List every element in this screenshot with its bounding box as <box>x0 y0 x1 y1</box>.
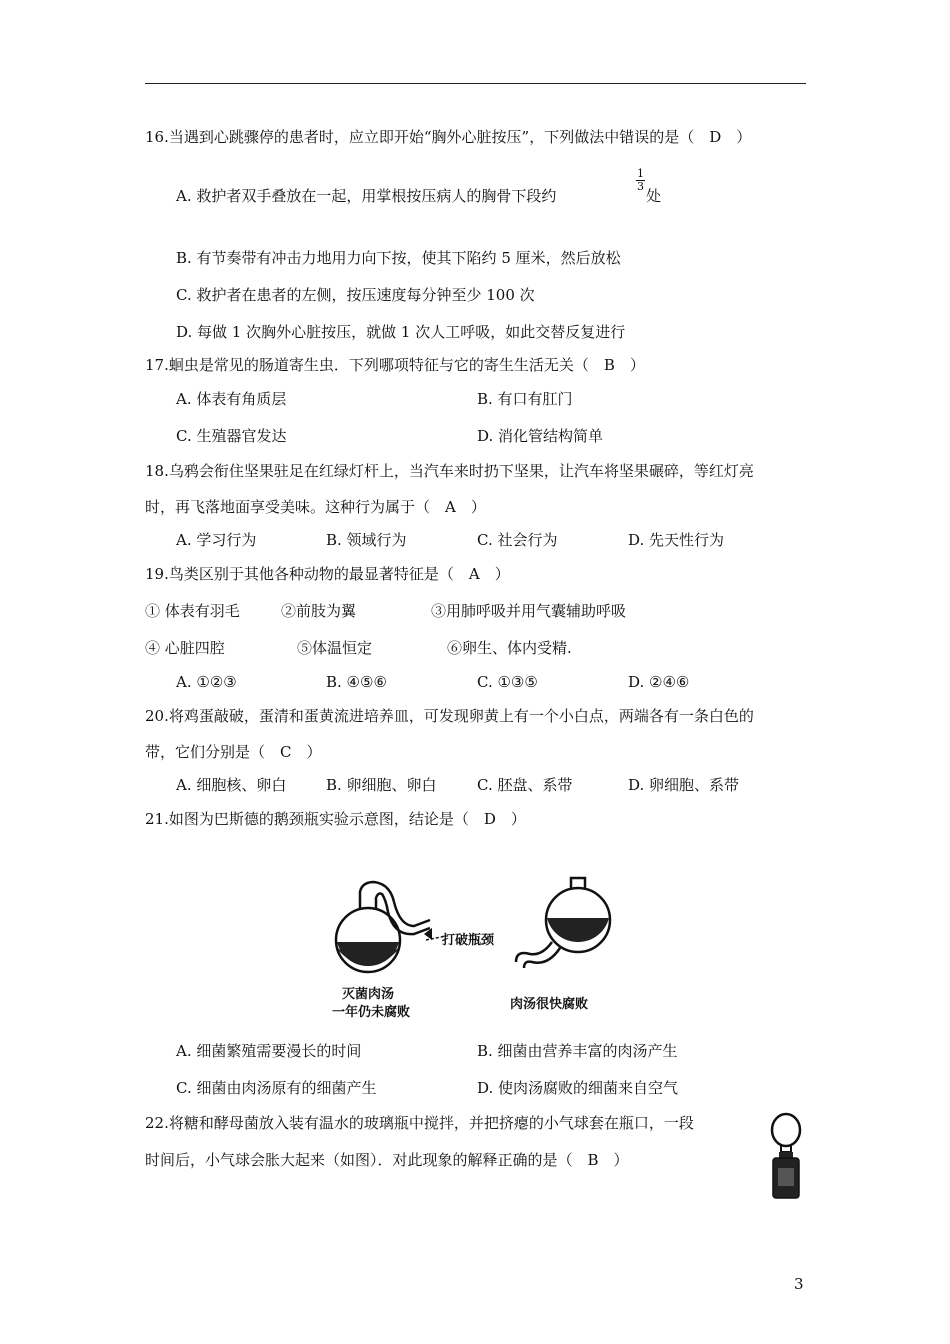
q18-option-a: A. 学习行为 <box>176 531 257 549</box>
q19-option-d: D. ②④⑥ <box>628 673 690 691</box>
q22-stem-line2: 时间后，小气球会胀大起来（如图）．对此现象的解释正确的是（ B ） <box>145 1151 629 1169</box>
q16-option-a <box>176 186 556 206</box>
header-rule <box>145 83 806 84</box>
q16-option-a-suffix: 处 <box>646 187 662 205</box>
fraction-denominator: 3 <box>637 180 644 193</box>
swan-neck-flask-figure <box>320 870 640 1030</box>
balloon-icon <box>772 1114 800 1152</box>
balloon-bottle-figure <box>766 1110 806 1202</box>
fig-left-label-1: 灭菌肉汤 <box>342 987 395 1002</box>
q21-option-d: D. 使肉汤腐败的细菌来自空气 <box>477 1079 679 1097</box>
q19-option-a: A. ①②③ <box>176 673 237 691</box>
q16-option-b: B. 有节奏带有冲击力地用力向下按，使其下陷约 5 厘米，然后放松 <box>176 249 621 267</box>
q21-option-c: C. 细菌由肉汤原有的细菌产生 <box>176 1079 377 1097</box>
q16-option-a-text: A. 救护者双手叠放在一起，用掌根按压病人的胸骨下段约 <box>176 187 557 205</box>
right-flask-icon <box>516 878 610 968</box>
q16-option-c: C. 救护者在患者的左侧，按压速度每分钟至少 100 次 <box>176 286 535 304</box>
q21-option-a: A. 细菌繁殖需要漫长的时间 <box>176 1042 362 1060</box>
q19-statement-5: ⑤体温恒定 <box>297 639 373 657</box>
q20-option-c: C. 胚盘、系带 <box>477 776 573 794</box>
q20-option-b: B. 卵细胞、卵白 <box>326 776 437 794</box>
q19-statement-1: ① 体表有羽毛 <box>145 602 240 620</box>
q20-option-a: A. 细胞核、卵白 <box>176 776 287 794</box>
q19-stem: 19.鸟类区别于其他各种动物的最显著特征是（ A ） <box>145 565 510 583</box>
q19-option-c: C. ①③⑤ <box>477 673 538 691</box>
q18-option-d: D. 先天性行为 <box>628 531 725 549</box>
q17-option-d: D. 消化管结构简单 <box>477 427 604 445</box>
q18-stem-line1: 18.乌鸦会衔住坚果驻足在红绿灯杆上，当汽车来时扔下坚果，让汽车将坚果碾碎，等红灯亮 <box>145 462 754 480</box>
q17-option-b: B. 有口有肛门 <box>477 390 573 408</box>
q18-option-b: B. 领域行为 <box>326 531 407 549</box>
q16-stem: 16.当遇到心跳骤停的患者时，应立即开始“胸外心脏按压”，下列做法中错误的是（ D ） <box>145 128 752 146</box>
q19-option-b: B. ④⑤⑥ <box>326 673 387 691</box>
q17-option-c: C. 生殖器官发达 <box>176 427 287 445</box>
q20-option-d: D. 卵细胞、系带 <box>628 776 740 794</box>
fig-arrow-label: 打破瓶颈 <box>442 933 495 948</box>
q18-stem-line2: 时，再飞落地面享受美味。这种行为属于（ A ） <box>145 498 486 516</box>
left-flask-icon <box>336 882 430 972</box>
q17-stem: 17.蛔虫是常见的肠道寄生虫．下列哪项特征与它的寄生生活无关（ B ） <box>145 356 645 374</box>
q17-option-a: A. 体表有角质层 <box>176 390 287 408</box>
q21-option-b: B. 细菌由营养丰富的肉汤产生 <box>477 1042 678 1060</box>
q19-statement-2: ②前肢为翼 <box>281 602 357 620</box>
page-number: 3 <box>794 1275 804 1293</box>
q19-statement-6: ⑥卵生、体内受精. <box>447 639 572 657</box>
q16-option-d: D. 每做 1 次胸外心脏按压，就做 1 次人工呼吸，如此交替反复进行 <box>176 323 626 341</box>
q18-option-c: C. 社会行为 <box>477 531 558 549</box>
q20-stem-line2: 带，它们分别是（ C ） <box>145 743 322 761</box>
fig-right-label: 肉汤很快腐败 <box>510 997 589 1012</box>
q21-stem: 21.如图为巴斯德的鹅颈瓶实验示意图，结论是（ D ） <box>145 810 526 828</box>
fraction-numerator: 1 <box>637 167 644 180</box>
q19-statement-4: ④ 心脏四腔 <box>145 639 225 657</box>
q16-fraction <box>636 168 645 193</box>
q22-stem-line1: 22.将糖和酵母菌放入装有温水的玻璃瓶中搅拌，并把挤瘪的小气球套在瓶口，一段 <box>145 1114 694 1132</box>
q19-statement-3: ③用肺呼吸并用气囊辅助呼吸 <box>431 602 627 620</box>
bottle-icon <box>773 1152 799 1198</box>
fig-left-label-2: 一年仍未腐败 <box>332 1005 411 1020</box>
q20-stem-line1: 20.将鸡蛋敲破，蛋清和蛋黄流进培养皿，可发现卵黄上有一个小白点，两端各有一条白色的 <box>145 707 754 725</box>
